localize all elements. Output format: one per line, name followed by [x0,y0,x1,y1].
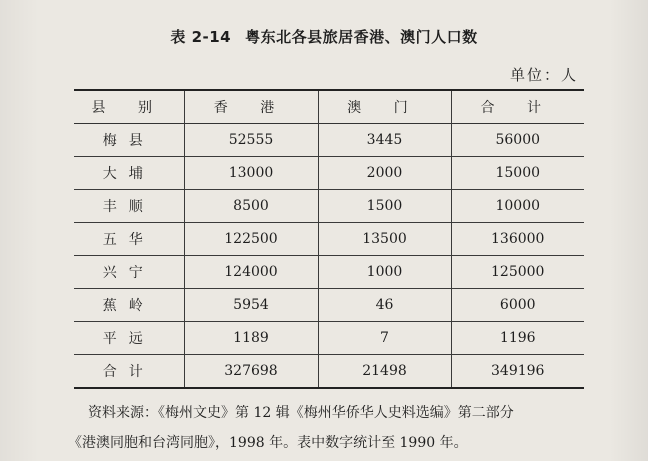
table-title: 粤东北各县旅居香港、澳门人口数 [245,28,478,46]
cell-total: 349196 [451,355,584,389]
cell-hongkong: 52555 [184,124,318,157]
cell-hongkong: 5954 [184,289,318,322]
cell-macau: 1000 [318,256,451,289]
table-total-row [74,355,584,389]
table-caption [0,26,648,47]
unit-label: 单位：人 [509,66,578,84]
cell-county: 大埔 [102,166,155,182]
cell-county: 兴宁 [102,265,155,281]
cell-macau: 13500 [318,223,451,256]
header-macau: 澳 门 [318,90,451,124]
cell-hongkong: 122500 [184,223,318,256]
source-note-line-1: 资料来源：《梅州文史》第 12 辑《梅州华侨华人史料选编》第二部分 [88,405,514,421]
table-header-row [74,90,584,124]
cell-total: 6000 [451,289,584,322]
cell-macau: 21498 [318,355,451,389]
cell-hongkong: 8500 [184,190,318,223]
cell-county: 合计 [102,364,155,380]
cell-total: 125000 [451,256,584,289]
cell-county: 梅县 [102,133,155,149]
cell-total: 10000 [451,190,584,223]
table-row [74,223,584,256]
cell-macau: 3445 [318,124,451,157]
cell-total: 15000 [451,157,584,190]
cell-macau: 7 [318,322,451,355]
source-note [68,398,594,458]
table-row [74,190,584,223]
cell-county: 五华 [102,232,155,248]
table-row [74,124,584,157]
cell-total: 1196 [451,322,584,355]
table-number: 表 2-14 [170,28,232,46]
cell-hongkong: 13000 [184,157,318,190]
population-table [74,89,584,389]
cell-county: 蕉岭 [102,298,155,314]
table-row [74,157,584,190]
table-row [74,289,584,322]
cell-county: 丰顺 [102,199,155,215]
header-hongkong: 香 港 [184,90,318,124]
cell-macau: 46 [318,289,451,322]
cell-county: 平远 [102,331,155,347]
cell-hongkong: 124000 [184,256,318,289]
cell-macau: 1500 [318,190,451,223]
cell-total: 56000 [451,124,584,157]
header-county: 县 别 [91,100,166,116]
cell-total: 136000 [451,223,584,256]
header-total: 合 计 [451,90,584,124]
cell-hongkong: 327698 [184,355,318,389]
cell-hongkong: 1189 [184,322,318,355]
table-row [74,322,584,355]
table-row [74,256,584,289]
cell-macau: 2000 [318,157,451,190]
source-note-line-2: 《港澳同胞和台湾同胞》，1998 年。表中数字统计至 1990 年。 [68,435,468,451]
